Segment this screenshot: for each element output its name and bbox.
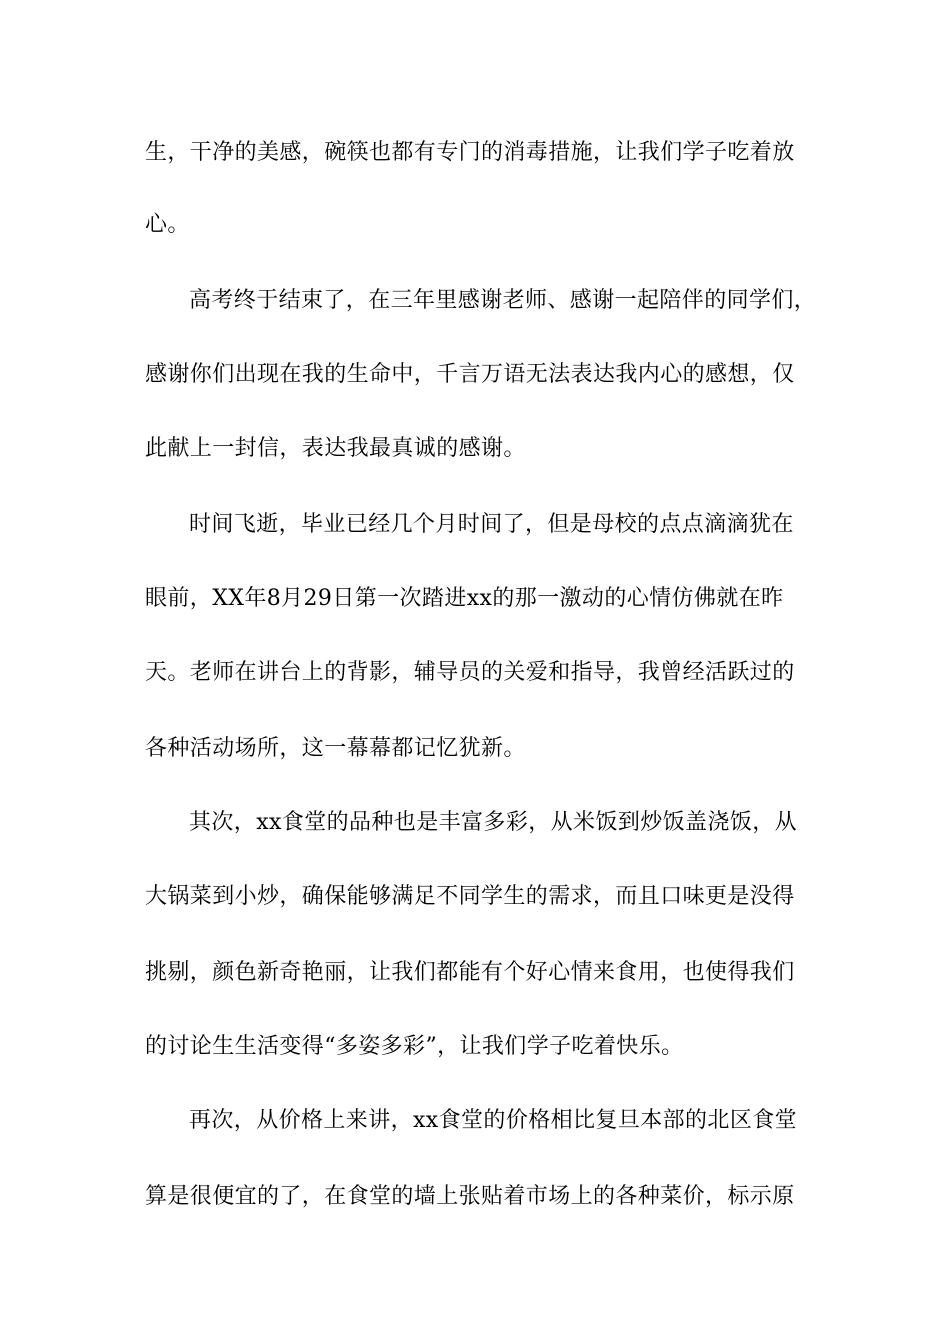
text-line: 天。老师在讲台上的背影，辅导员的关爱和指导，我曾经活跃过的 — [145, 660, 795, 685]
text-line: 各种活动场所，这一幕幕都记忆犹新。 — [145, 736, 526, 761]
paragraph-first-line: 再次，从价格上来讲，xx食堂的价格相比复旦本部的北区食堂 — [189, 1108, 798, 1133]
text-line: 感谢你们出现在我的生命中，千言万语无法表达我内心的感想，仅 — [145, 362, 795, 387]
paragraph-first-line: 高考终于结束了，在三年里感谢老师、感谢一起陪伴的同学们， — [189, 288, 817, 313]
paragraph-first-line: 其次，xx食堂的品种也是丰富多彩，从米饭到炒饭盖浇饭，从 — [189, 810, 798, 835]
text-line: 算是很便宜的了，在食堂的墙上张贴着市场上的各种菜价，标示原 — [145, 1184, 795, 1209]
text-line: 生，干净的美感，碗筷也都有专门的消毒措施，让我们学子吃着放 — [145, 140, 795, 165]
paragraph-first-line: 时间飞逝，毕业已经几个月时间了，但是母校的点点滴滴犹在 — [189, 512, 794, 537]
text-line: 心。 — [145, 212, 190, 237]
text-line: 大锅菜到小炒，确保能够满足不同学生的需求，而且口味更是没得 — [145, 884, 795, 909]
text-line: 的讨论生生活变得“多姿多彩”，让我们学子吃着快乐。 — [145, 1034, 684, 1059]
text-line: 此献上一封信，表达我最真诚的感谢。 — [145, 436, 526, 461]
text-line: 眼前，XX年8月29日第一次踏进xx的那一激动的心情仿佛就在昨 — [145, 586, 784, 611]
text-line: 挑剔，颜色新奇艳丽，让我们都能有个好心情来食用，也使得我们 — [145, 960, 795, 985]
